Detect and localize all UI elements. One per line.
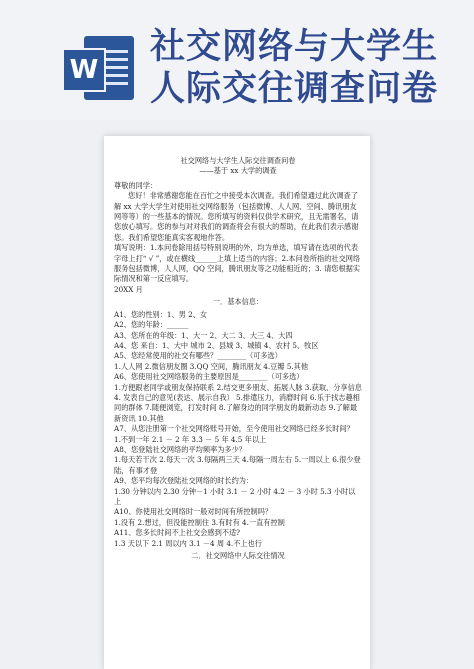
question-a9: A9、您平均每次登陆社交网络的时长约为： — [114, 476, 254, 486]
question-a8: A8、您登陆社交网络的平均频率为多少？ — [114, 444, 246, 454]
question-a5: A5、您经常使用的社交有哪些？________（可多选） — [114, 351, 282, 361]
question-a6: A6、您使用社交网络服务的主要原因是________（可多选） — [114, 372, 304, 382]
question-a11-options: 1.3 天以下 2.1 周以内 3.1 －4 周 4.不上也行 — [114, 538, 262, 548]
question-a2: A2、您的年龄：______ — [114, 320, 189, 330]
question-a7-options: 1.不到一年 2.1 － 2 年 3.3 － 5 年 4.5 年以上 — [114, 434, 267, 444]
question-a4: A4、您 来自：1、大中 城市 2、县城 3、城镇 4、农村 5、牧区 — [114, 340, 319, 350]
doc-line — [106, 82, 128, 85]
section-social-interaction: 二．社交网络中人际交往情况 — [191, 551, 285, 561]
document-content — [114, 156, 362, 563]
question-a1: A1、您的性别：1、男 2、女 — [114, 309, 208, 319]
question-a5-options: 1.人人网 2.微信朋友圈 3.QQ 空间，腾讯朋友 4.豆瓣 5.其他 — [114, 361, 309, 371]
document-title: 社交网络与大学生人际交往调查问卷 — [180, 156, 296, 165]
banner-title-line-1: 社交网络与大学生 — [150, 27, 439, 67]
doc-line — [106, 50, 128, 53]
question-a7: A7、从您注册第一个社交网络账号开始，至今使用社交网络已经多长时间？ — [114, 424, 354, 434]
doc-line — [106, 74, 128, 77]
doc-line — [106, 66, 128, 69]
word-document-icon — [62, 36, 136, 100]
question-a11: A11、您多长时间不上社交会感到不适? — [114, 528, 241, 538]
section-basic-info: 一．基本信息： — [212, 297, 264, 307]
document-page — [104, 136, 370, 669]
banner — [0, 0, 474, 120]
banner-title — [150, 26, 470, 110]
banner-title-line-2: 人际交往调查问卷 — [150, 69, 439, 109]
question-a8-options: 1.每天若干次 2.每天一次 3.每隔两三天 4.每隔一周左右 5.一周以上 6.很少登陆，有事才登 — [114, 455, 361, 475]
question-a10-options: 1.没有 2.想过，但没能控制住 3.有时有 4.一直有控制 — [114, 517, 285, 527]
question-a10: A10、你使用社交网络时一般对时间有所控制吗？ — [114, 507, 273, 517]
salutation: 尊敬的同学： — [114, 180, 158, 190]
document-subtitle: ——基于 xx 大学的调查 — [199, 166, 277, 176]
word-letter-badge: W — [62, 48, 106, 92]
question-a6-options: 1.方便跟老同学或朋友保持联系 2.结交更多朋友、拓展人脉 3.获取、分享信息 4. 发表自己的意见(表达、展示自我） 5.排遣压力，消磨时间 6.乐于找志趣相同的群体 7.随便浏览，打发时间 8.了解身边的同学朋友的最新动态 9.了解最新资讯 10.其他 — [114, 382, 362, 423]
doc-line — [106, 58, 128, 61]
question-a3: A3、您所在的年级：1、大一 2、大二 3、大三 4、大四 — [114, 330, 293, 340]
intro-paragraph: 您好！非常感谢您能在百忙之中接受本次调查。我们希望通过此次调查了解 xx 大学大学生对使用社交网络服务（包括微博、人人网、空间、腾讯朋友网等等）的一些基本的情况。您所填写的资料仅供学术研究，且无需署名，请您放心填写。您的参与对对我们的调查将会有很大的帮助，在此我们表示感谢您。我们希望您能真实客观地作答。 — [114, 191, 359, 242]
instructions-paragraph: 填写说明：1.本问卷除用括号特别说明的外，均为单选，填写请在选项的代表字母上打“ √ ”，或在横线______上填上适当的内容；2.本问卷所指的社交网络服务包括微博，人人网，QQ 空间，腾讯朋友等之功能相近的；3. 请您根据实际情况和第一反应填写。 — [114, 243, 361, 284]
question-a9-options: 1.30 分钟以内 2.30 分钟－1 小时 3.1 － 2 小时 4.2 － 3 小时 5.3 小时以上 — [114, 486, 356, 506]
document-date: 20XX 月 — [114, 284, 143, 294]
